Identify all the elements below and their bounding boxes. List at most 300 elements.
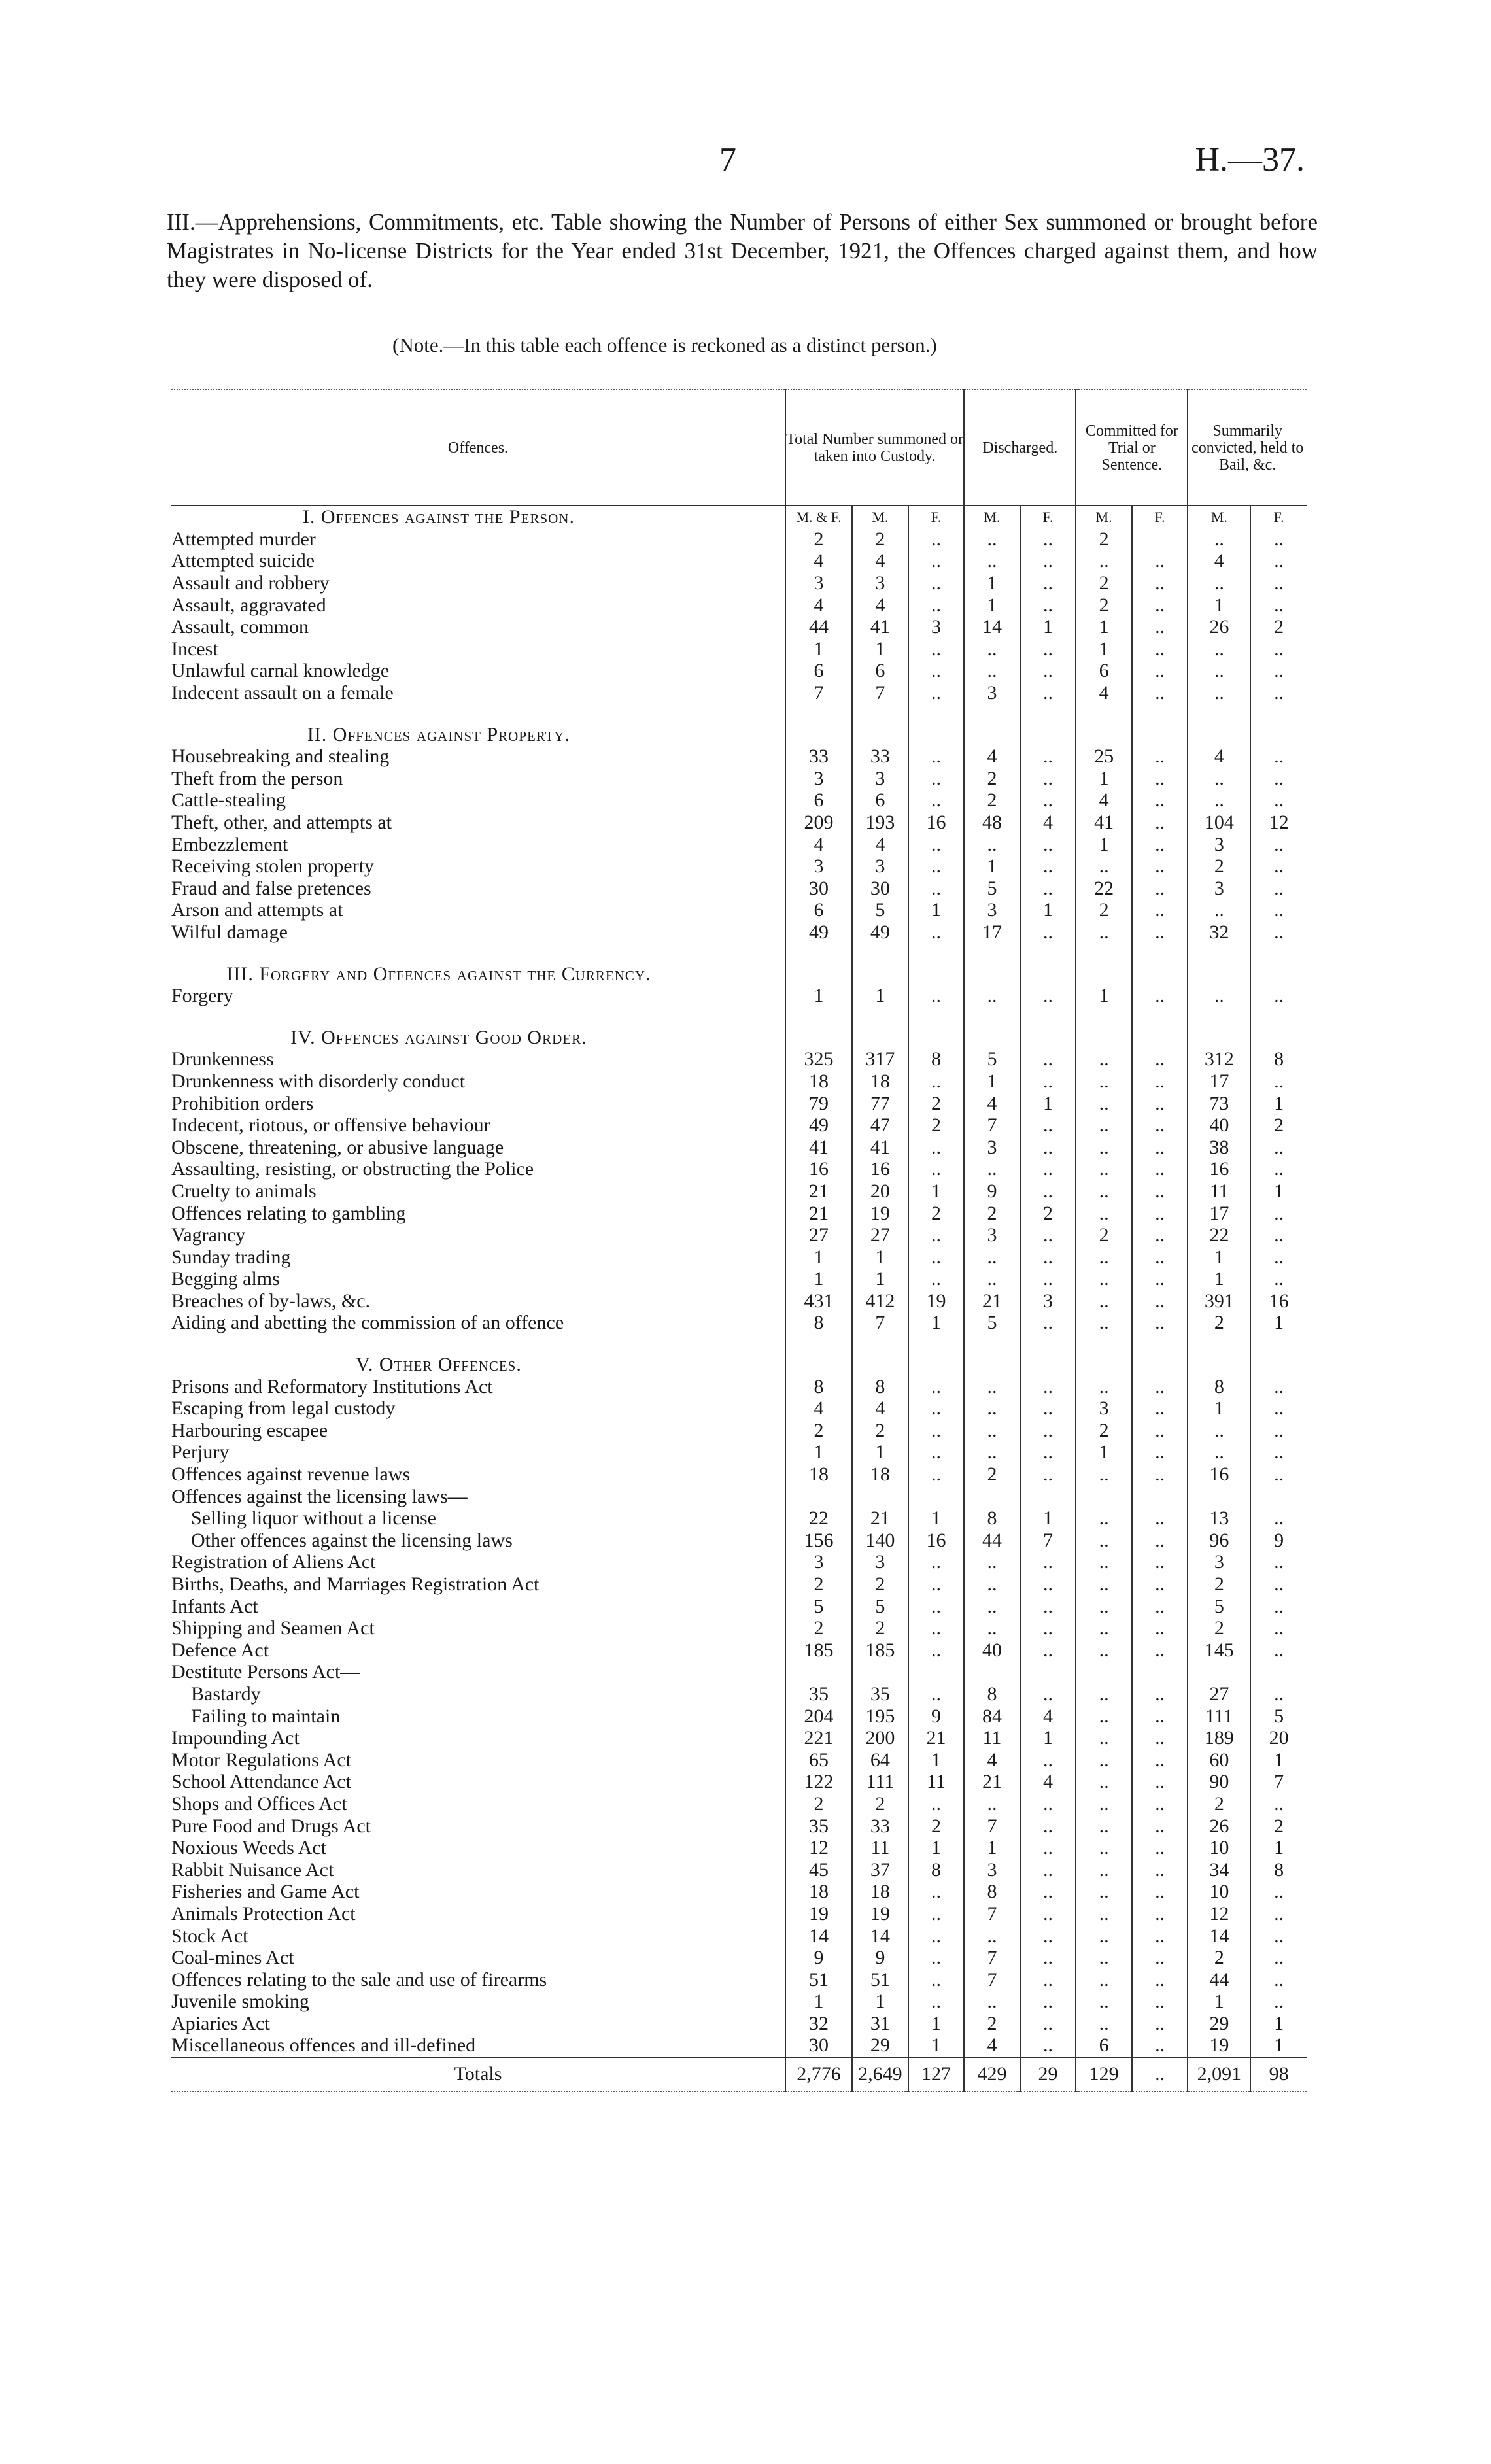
cell-mf: 49 (785, 1114, 852, 1137)
offence-name: Offences against revenue laws (171, 1463, 411, 1486)
table-row (171, 1420, 1307, 1442)
offence-name: Rabbit Nuisance Act (171, 1858, 334, 1881)
cell-m: 193 (852, 812, 908, 834)
total-f: 127 (908, 2057, 965, 2091)
cell-mf: 45 (785, 1858, 852, 1881)
cell-m: 4 (852, 550, 908, 572)
table-row (171, 1092, 1307, 1114)
cell-cm: .. (1076, 1158, 1132, 1180)
cell-m: 8 (852, 1375, 908, 1397)
offence-name: Infants Act (171, 1595, 258, 1617)
cell-sf (1250, 1485, 1307, 1507)
cell-m: 37 (852, 1858, 908, 1881)
cell-sm: 2 (1188, 1573, 1250, 1596)
cell-mf: 431 (785, 1290, 852, 1312)
section-header-offences-against-good-order (171, 1026, 1307, 1048)
cell-cm: .. (1076, 1048, 1132, 1070)
cell-m: 47 (852, 1114, 908, 1137)
cell-mf: 156 (785, 1530, 852, 1552)
cell-m: 31 (852, 2013, 908, 2035)
cell-cf: .. (1132, 1507, 1188, 1530)
cell-sm: .. (1188, 528, 1250, 551)
cell-f: .. (908, 1070, 965, 1093)
cell-cf: .. (1132, 1925, 1188, 1947)
cell-sm: 90 (1188, 1771, 1250, 1793)
cell-df: .. (1020, 768, 1076, 790)
cell-sf: 1 (1250, 1749, 1307, 1771)
cell-cm: .. (1076, 1903, 1132, 1925)
cell-m: 4 (852, 833, 908, 855)
cell-dm: 3 (964, 682, 1020, 704)
column-subheader: F. (1250, 505, 1307, 528)
cell-df (1020, 1485, 1076, 1507)
cell-m: 2 (852, 1420, 908, 1442)
table-row (171, 855, 1307, 878)
cell-mf: 51 (785, 1968, 852, 1991)
cell-sm: .. (1188, 660, 1250, 682)
cell-f: 1 (908, 1749, 965, 1771)
cell-sm: 2 (1188, 855, 1250, 878)
cell-df: .. (1020, 1815, 1076, 1837)
cell-dm: .. (964, 1441, 1020, 1463)
offence-name: Defence Act (171, 1639, 269, 1661)
offence-name: Embezzlement (171, 833, 288, 855)
cell-cf: .. (1132, 1727, 1188, 1749)
cell-f: .. (908, 1463, 965, 1486)
cell-f: .. (908, 1793, 965, 1815)
cell-dm: .. (964, 550, 1020, 572)
cell-mf: 221 (785, 1727, 852, 1749)
cell-sf: .. (1250, 1639, 1307, 1662)
cell-dm: .. (964, 1573, 1020, 1596)
cell-sf: 7 (1250, 1771, 1307, 1793)
cell-dm: 21 (964, 1771, 1020, 1793)
cell-df: .. (1020, 550, 1076, 572)
cell-df: .. (1020, 1224, 1076, 1246)
cell-sf: 2 (1250, 1114, 1307, 1137)
table-row (171, 1793, 1307, 1815)
cell-m: 1 (852, 1991, 908, 2013)
cell-f: .. (908, 1551, 965, 1573)
table-row (171, 1683, 1307, 1705)
offence-name: Indecent assault on a female (171, 682, 394, 704)
cell-sf: .. (1250, 1507, 1307, 1530)
cell-dm: 3 (964, 1136, 1020, 1158)
cell-df: .. (1020, 878, 1076, 900)
cell-cm: 2 (1076, 1224, 1132, 1246)
cell-df (1020, 1661, 1076, 1683)
cell-mf: 12 (785, 1837, 852, 1859)
cell-sm: 29 (1188, 2013, 1250, 2035)
table-row (171, 1136, 1307, 1158)
cell-cf: .. (1132, 1639, 1188, 1662)
table-row (171, 745, 1307, 768)
cell-f: 1 (908, 1837, 965, 1859)
offence-name: Apiaries Act (171, 2012, 270, 2034)
table-row (171, 833, 1307, 855)
cell-mf: 2 (785, 528, 852, 551)
offence-name: Shipping and Seamen Act (171, 1617, 375, 1639)
cell-cm: 4 (1076, 789, 1132, 812)
cell-sm: 111 (1188, 1705, 1250, 1727)
cell-cm: .. (1076, 1202, 1132, 1224)
cell-cf: .. (1132, 1903, 1188, 1925)
cell-sm: .. (1188, 1441, 1250, 1463)
cell-m: 9 (852, 1947, 908, 1969)
offence-name: Fraud and false pretences (171, 877, 371, 899)
cell-cm (1076, 1485, 1132, 1507)
table-row (171, 1246, 1307, 1268)
cell-sm: 17 (1188, 1202, 1250, 1224)
table-row (171, 638, 1307, 660)
cell-m: 6 (852, 660, 908, 682)
cell-dm: .. (964, 1246, 1020, 1268)
cell-cf: .. (1132, 1312, 1188, 1334)
cell-dm: 8 (964, 1683, 1020, 1705)
cell-m (852, 1661, 908, 1683)
cell-cf: .. (1132, 1268, 1188, 1290)
section-header-offences-against-property (171, 723, 1307, 745)
cell-dm: 1 (964, 1837, 1020, 1859)
table-row (171, 899, 1307, 921)
cell-f: 1 (908, 1507, 965, 1530)
cell-mf: 21 (785, 1202, 852, 1224)
cell-f (908, 1485, 965, 1507)
cell-cf: .. (1132, 1092, 1188, 1114)
cell-m: 2 (852, 528, 908, 551)
cell-f: .. (908, 594, 965, 616)
total-cf: .. (1132, 2057, 1188, 2091)
cell-dm: 7 (964, 1947, 1020, 1969)
cell-sf: .. (1250, 855, 1307, 878)
cell-sf: 9 (1250, 1530, 1307, 1552)
cell-df: .. (1020, 1595, 1076, 1617)
cell-m: 6 (852, 789, 908, 812)
cell-f: .. (908, 833, 965, 855)
offence-name: Receiving stolen property (171, 855, 374, 878)
cell-sf: .. (1250, 1397, 1307, 1420)
table-row (171, 1507, 1307, 1530)
cell-df: .. (1020, 1858, 1076, 1881)
offence-name: Assaulting, resisting, or obstructing the Police (171, 1158, 534, 1180)
cell-dm: 1 (964, 594, 1020, 616)
cell-sf: .. (1250, 1925, 1307, 1947)
table-row (171, 1903, 1307, 1925)
cell-cf: .. (1132, 638, 1188, 660)
table-row (171, 660, 1307, 682)
cell-df: .. (1020, 1793, 1076, 1815)
cell-df: 4 (1020, 812, 1076, 834)
cell-sm (1188, 1661, 1250, 1683)
cell-cm: .. (1076, 1683, 1132, 1705)
cell-df: .. (1020, 1048, 1076, 1070)
cell-mf: 6 (785, 660, 852, 682)
table-row (171, 1837, 1307, 1859)
cell-cf: .. (1132, 1114, 1188, 1137)
cell-sf: .. (1250, 768, 1307, 790)
cell-mf: 65 (785, 1749, 852, 1771)
cell-mf: 14 (785, 1925, 852, 1947)
total-m: 2,649 (852, 2057, 908, 2091)
cell-mf: 33 (785, 745, 852, 768)
cell-m: 3 (852, 855, 908, 878)
cell-df: .. (1020, 594, 1076, 616)
section-header-other-offences (171, 1354, 1307, 1376)
cell-m: 29 (852, 2034, 908, 2057)
cell-m: 3 (852, 768, 908, 790)
offences-table-container (171, 389, 1307, 2092)
cell-f: .. (908, 789, 965, 812)
cell-f (908, 1661, 965, 1683)
cell-cf (1132, 528, 1188, 551)
cell-dm: 4 (964, 1749, 1020, 1771)
cell-m (852, 1485, 908, 1507)
cell-cm: .. (1076, 1180, 1132, 1203)
cell-sf: .. (1250, 1551, 1307, 1573)
offence-name: Begging alms (171, 1268, 280, 1290)
cell-m: 317 (852, 1048, 908, 1070)
cell-sm: 11 (1188, 1180, 1250, 1203)
cell-f: .. (908, 745, 965, 768)
cell-m: 1 (852, 985, 908, 1007)
cell-f: 9 (908, 1705, 965, 1727)
cell-sm: 13 (1188, 1507, 1250, 1530)
offence-name: Offences relating to the sale and use of firearms (171, 1968, 547, 1991)
cell-m: 5 (852, 1595, 908, 1617)
cell-sm: 312 (1188, 1048, 1250, 1070)
cell-cf: .. (1132, 1530, 1188, 1552)
cell-sm: 2 (1188, 1947, 1250, 1969)
cell-mf: 4 (785, 833, 852, 855)
table-row (171, 985, 1307, 1007)
header-total: Total Number summoned or taken into Custody. (785, 390, 964, 505)
cell-dm (964, 1661, 1020, 1683)
cell-sm: .. (1188, 985, 1250, 1007)
cell-dm: .. (964, 528, 1020, 551)
cell-dm: 48 (964, 812, 1020, 834)
cell-cf: .. (1132, 1858, 1188, 1881)
cell-sf: .. (1250, 985, 1307, 1007)
cell-sm: 391 (1188, 1290, 1250, 1312)
cell-m: 200 (852, 1727, 908, 1749)
cell-m: 64 (852, 1749, 908, 1771)
cell-sf: 1 (1250, 1180, 1307, 1203)
cell-sm: .. (1188, 899, 1250, 921)
cell-cm: .. (1076, 1837, 1132, 1859)
cell-f: .. (908, 528, 965, 551)
cell-cm: 2 (1076, 572, 1132, 594)
cell-mf: 27 (785, 1224, 852, 1246)
table-heading (167, 208, 1318, 294)
cell-cm: .. (1076, 1463, 1132, 1486)
offences-table (171, 389, 1307, 2092)
section-header-forgery-currency (171, 963, 1307, 985)
cell-sf: 1 (1250, 1312, 1307, 1334)
cell-sf: .. (1250, 1246, 1307, 1268)
cell-df: .. (1020, 1749, 1076, 1771)
table-row (171, 1815, 1307, 1837)
cell-m: 20 (852, 1180, 908, 1203)
cell-mf: 44 (785, 616, 852, 638)
table-row (171, 1947, 1307, 1969)
cell-dm: .. (964, 1375, 1020, 1397)
cell-dm (964, 1485, 1020, 1507)
table-row (171, 1048, 1307, 1070)
table-row (171, 1639, 1307, 1662)
cell-sm: 14 (1188, 1925, 1250, 1947)
cell-df: .. (1020, 1617, 1076, 1639)
total-cm: 129 (1076, 2057, 1132, 2091)
cell-sf: .. (1250, 1202, 1307, 1224)
total-sm: 2,091 (1188, 2057, 1250, 2091)
offence-name: Fisheries and Game Act (171, 1881, 360, 1903)
cell-cf: .. (1132, 660, 1188, 682)
cell-df: 1 (1020, 1092, 1076, 1114)
column-subheader: M. & F. (785, 505, 852, 528)
cell-cf: .. (1132, 985, 1188, 1007)
cell-cm: 1 (1076, 833, 1132, 855)
cell-mf: 1 (785, 1991, 852, 2013)
offence-name: Destitute Persons Act— (171, 1661, 360, 1683)
cell-m: 2 (852, 1793, 908, 1815)
cell-sm: 12 (1188, 1903, 1250, 1925)
cell-dm: .. (964, 833, 1020, 855)
cell-cf: .. (1132, 1573, 1188, 1596)
cell-sm: 1 (1188, 594, 1250, 616)
cell-cf: .. (1132, 1202, 1188, 1224)
cell-f: 1 (908, 2034, 965, 2057)
cell-sf: .. (1250, 572, 1307, 594)
offence-name: Prisons and Reformatory Institutions Act (171, 1375, 493, 1397)
cell-sf: .. (1250, 921, 1307, 944)
section-title: II. Offences against Property. (307, 723, 571, 745)
cell-cf: .. (1132, 1991, 1188, 2013)
cell-m: 41 (852, 1136, 908, 1158)
cell-cm: .. (1076, 1815, 1132, 1837)
cell-m: 3 (852, 572, 908, 594)
cell-mf: 49 (785, 921, 852, 944)
cell-sm: 1 (1188, 1246, 1250, 1268)
cell-mf: 21 (785, 1180, 852, 1203)
cell-mf: 325 (785, 1048, 852, 1070)
cell-cm: .. (1076, 1070, 1132, 1093)
cell-df: .. (1020, 1375, 1076, 1397)
cell-f: .. (908, 1441, 965, 1463)
cell-df: 1 (1020, 1507, 1076, 1530)
cell-m: 1 (852, 638, 908, 660)
table-row (171, 1070, 1307, 1093)
cell-mf: 1 (785, 638, 852, 660)
cell-df: .. (1020, 1268, 1076, 1290)
cell-cf: .. (1132, 1837, 1188, 1859)
table-row (171, 1224, 1307, 1246)
cell-m: 35 (852, 1683, 908, 1705)
cell-cf: .. (1132, 789, 1188, 812)
cell-mf: 41 (785, 1136, 852, 1158)
cell-f: .. (908, 1158, 965, 1180)
cell-m: 195 (852, 1705, 908, 1727)
cell-cf: .. (1132, 921, 1188, 944)
cell-f: .. (908, 1947, 965, 1969)
table-row (171, 682, 1307, 704)
cell-df: .. (1020, 1158, 1076, 1180)
cell-cm: 2 (1076, 594, 1132, 616)
cell-sf: .. (1250, 1136, 1307, 1158)
cell-m: 19 (852, 1202, 908, 1224)
cell-dm: 8 (964, 1881, 1020, 1903)
offence-name: Attempted suicide (171, 550, 315, 572)
cell-sf: .. (1250, 528, 1307, 551)
cell-dm: 7 (964, 1114, 1020, 1137)
cell-dm: 40 (964, 1639, 1020, 1662)
cell-df: .. (1020, 1968, 1076, 1991)
cell-cm: 4 (1076, 682, 1132, 704)
cell-cm: 22 (1076, 878, 1132, 900)
cell-sf: 1 (1250, 1837, 1307, 1859)
cell-sm: 32 (1188, 921, 1250, 944)
total-dm: 429 (964, 2057, 1020, 2091)
cell-f: .. (908, 1397, 965, 1420)
section-spacer (171, 943, 1307, 963)
cell-cm: .. (1076, 1375, 1132, 1397)
header-offences: Offences. (171, 390, 785, 505)
cell-cf: .. (1132, 1441, 1188, 1463)
offence-name: Births, Deaths, and Marriages Registration Act (171, 1573, 540, 1596)
cell-cm: .. (1076, 1749, 1132, 1771)
table-row (171, 1485, 1307, 1507)
table-row (171, 1180, 1307, 1203)
table-row (171, 572, 1307, 594)
offence-name: Attempted murder (171, 528, 316, 550)
cell-dm: 2 (964, 1463, 1020, 1486)
cell-mf: 35 (785, 1815, 852, 1837)
cell-dm: 4 (964, 745, 1020, 768)
cell-mf: 8 (785, 1375, 852, 1397)
offence-name: Failing to maintain (191, 1705, 341, 1727)
cell-dm: .. (964, 1793, 1020, 1815)
cell-df: .. (1020, 1837, 1076, 1859)
offence-name: Aiding and abetting the commission of an offence (171, 1312, 564, 1334)
table-row (171, 2013, 1307, 2035)
cell-m: 1 (852, 1268, 908, 1290)
offence-name: Indecent, riotous, or offensive behaviour (171, 1114, 490, 1137)
cell-sm: 73 (1188, 1092, 1250, 1114)
cell-cf: .. (1132, 550, 1188, 572)
cell-cf: .. (1132, 1595, 1188, 1617)
cell-sm: 1 (1188, 1268, 1250, 1290)
cell-mf: 4 (785, 550, 852, 572)
offence-name: Theft from the person (171, 767, 343, 789)
cell-cf: .. (1132, 1683, 1188, 1705)
cell-m: 2 (852, 1617, 908, 1639)
table-row (171, 1441, 1307, 1463)
document-reference: H.—37. (1195, 141, 1305, 179)
cell-mf: 18 (785, 1881, 852, 1903)
cell-cm (1076, 1661, 1132, 1683)
cell-cf: .. (1132, 1968, 1188, 1991)
cell-cf: .. (1132, 1375, 1188, 1397)
cell-sf (1250, 1661, 1307, 1683)
cell-sm: 44 (1188, 1968, 1250, 1991)
cell-m: 19 (852, 1903, 908, 1925)
cell-cm: .. (1076, 2013, 1132, 2035)
cell-cm: 2 (1076, 528, 1132, 551)
table-row (171, 1749, 1307, 1771)
cell-mf: 4 (785, 1397, 852, 1420)
table-body (171, 505, 1307, 2091)
cell-f: .. (908, 550, 965, 572)
cell-sf: .. (1250, 1268, 1307, 1290)
